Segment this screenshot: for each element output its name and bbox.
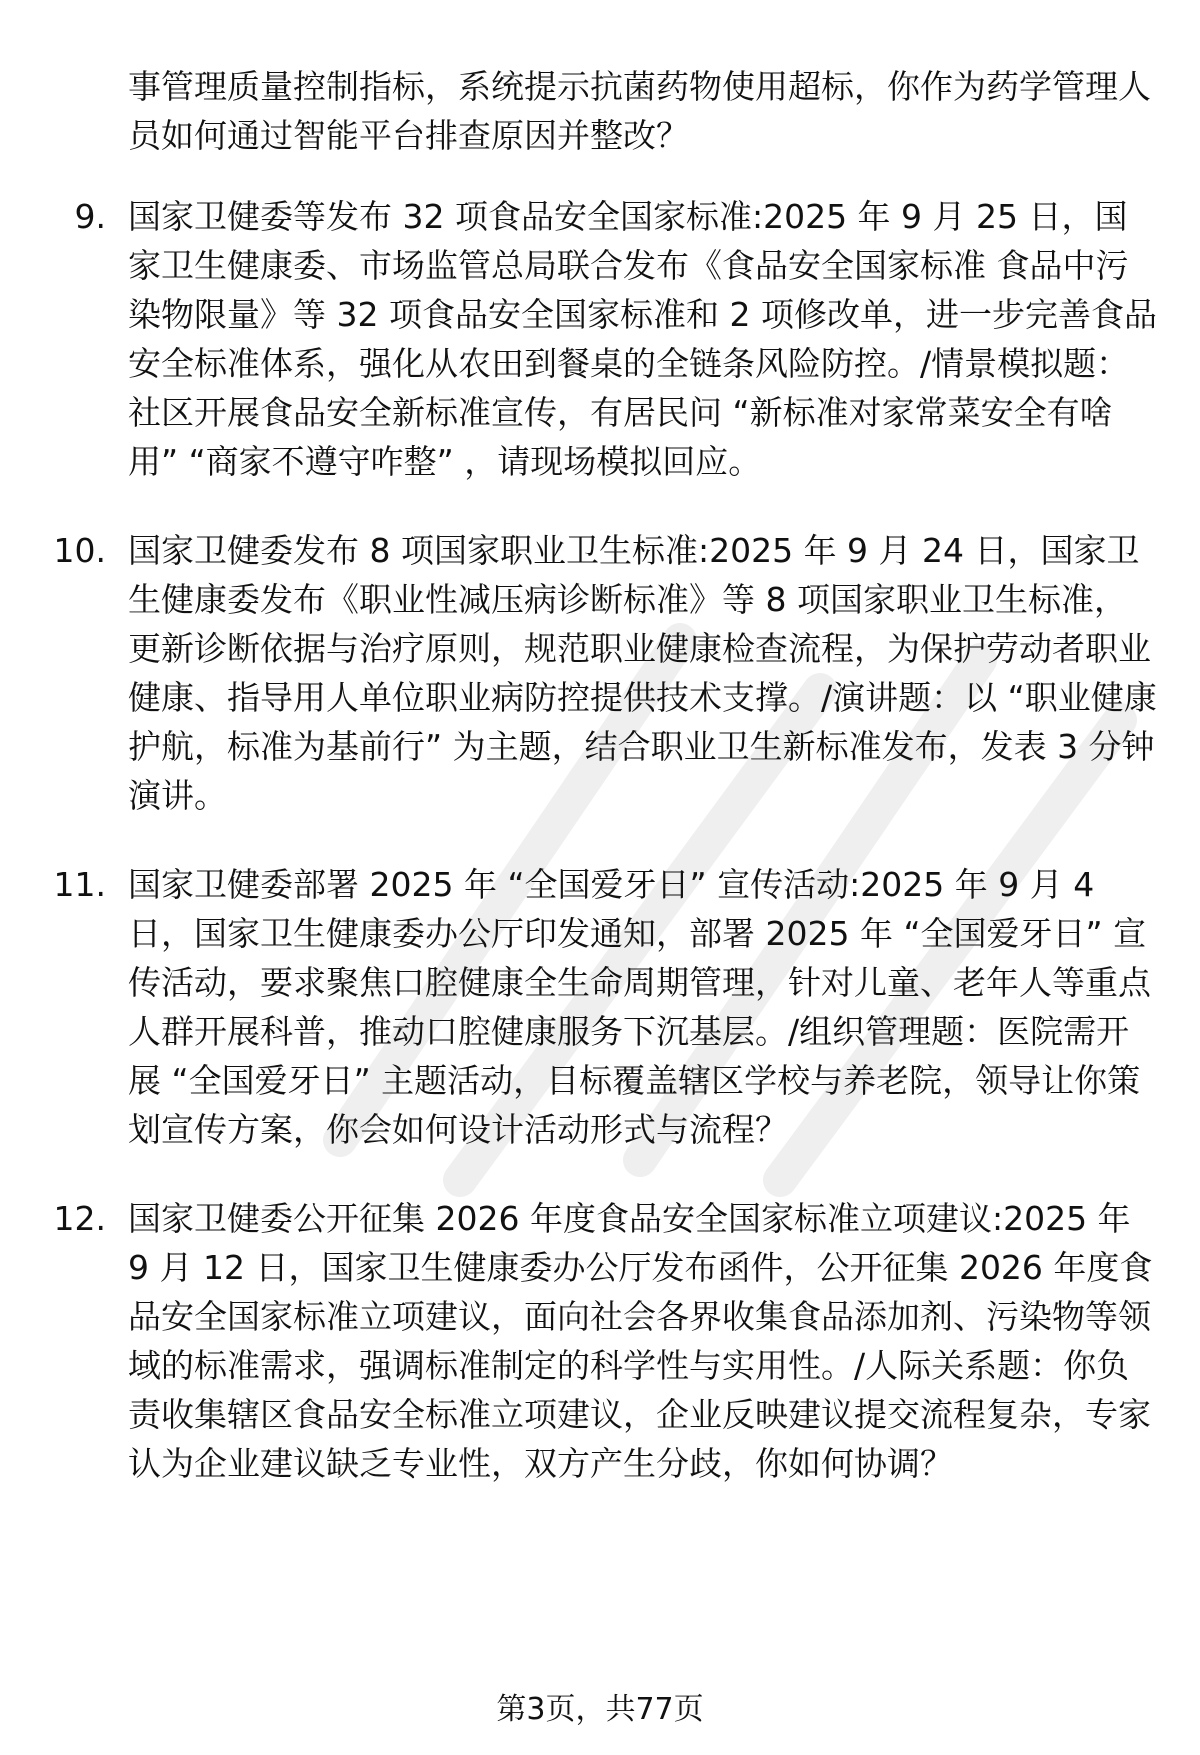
list-item xyxy=(0,192,1158,486)
page-footer: 第3页，共77页 xyxy=(496,1692,704,1727)
question-list xyxy=(0,192,1200,1528)
list-item xyxy=(0,526,1158,820)
item-text: 国家卫健委部署 2025 年 “全国爱牙日” 宣传活动:2025 年 9 月 4 日，国家卫生健康委办公厅印发通知，部署 2025 年 “全国爱牙日” 宣传活动，要求聚焦口腔健康全生命周期管理，针对儿童、老年人等重点人群开展科普，推动口腔健康服务下沉基层。/组织管理题：医院需开展 “全国爱牙日” 主题活动，目标覆盖辖区学校与养老院，领导让你策划宣传方案，你会如何设计活动形式与流程？ xyxy=(128,865,1151,1149)
list-item xyxy=(0,860,1158,1154)
item-text: 国家卫健委等发布 32 项食品安全国家标准:2025 年 9 月 25 日，国家卫生健康委、市场监管总局联合发布《食品安全国家标准 食品中污染物限量》等 32 项食品安全国家标准和 2 项修改单，进一步完善食品安全标准体系，强化从农田到餐桌的全链条风险防控。/情景模拟题：社区开展食品安全新标准宣传，有居民问 “新标准对家常菜安全有啥用” “商家不遵守咋整” ，请现场模拟回应。 xyxy=(128,197,1157,481)
item-number: 12. xyxy=(53,1199,106,1238)
item-text: 国家卫健委发布 8 项国家职业卫生标准:2025 年 9 月 24 日，国家卫生健康委发布《职业性减压病诊断标准》等 8 项国家职业卫生标准，更新诊断依据与治疗原则，规范职业健康检查流程，为保护劳动者职业健康、指导用人单位职业病防控提供技术支撑。/演讲题：以 “职业健康护航，标准为基前行” 为主题，结合职业卫生新标准发布，发表 3 分钟演讲。 xyxy=(128,531,1157,815)
continuation-paragraph: 事管理质量控制指标，系统提示抗菌药物使用超标，你作为药学管理人员如何通过智能平台排查原因并整改？ xyxy=(128,67,1151,155)
list-item xyxy=(0,1194,1158,1488)
item-text: 国家卫健委公开征集 2026 年度食品安全国家标准立项建议:2025 年 9 月 12 日，国家卫生健康委办公厅发布函件，公开征集 2026 年度食品安全国家标准立项建议，面向社会各界收集食品添加剂、污染物等领域的标准需求，强调标准制定的科学性与实用性。/人际关系题：你负责收集辖区食品安全标准立项建议，企业反映建议提交流程复杂，专家认为企业建议缺乏专业性，双方产生分歧，你如何协调？ xyxy=(128,1199,1153,1483)
item-number: 11. xyxy=(53,865,106,904)
item-number: 10. xyxy=(53,531,106,570)
item-number: 9. xyxy=(74,197,106,236)
